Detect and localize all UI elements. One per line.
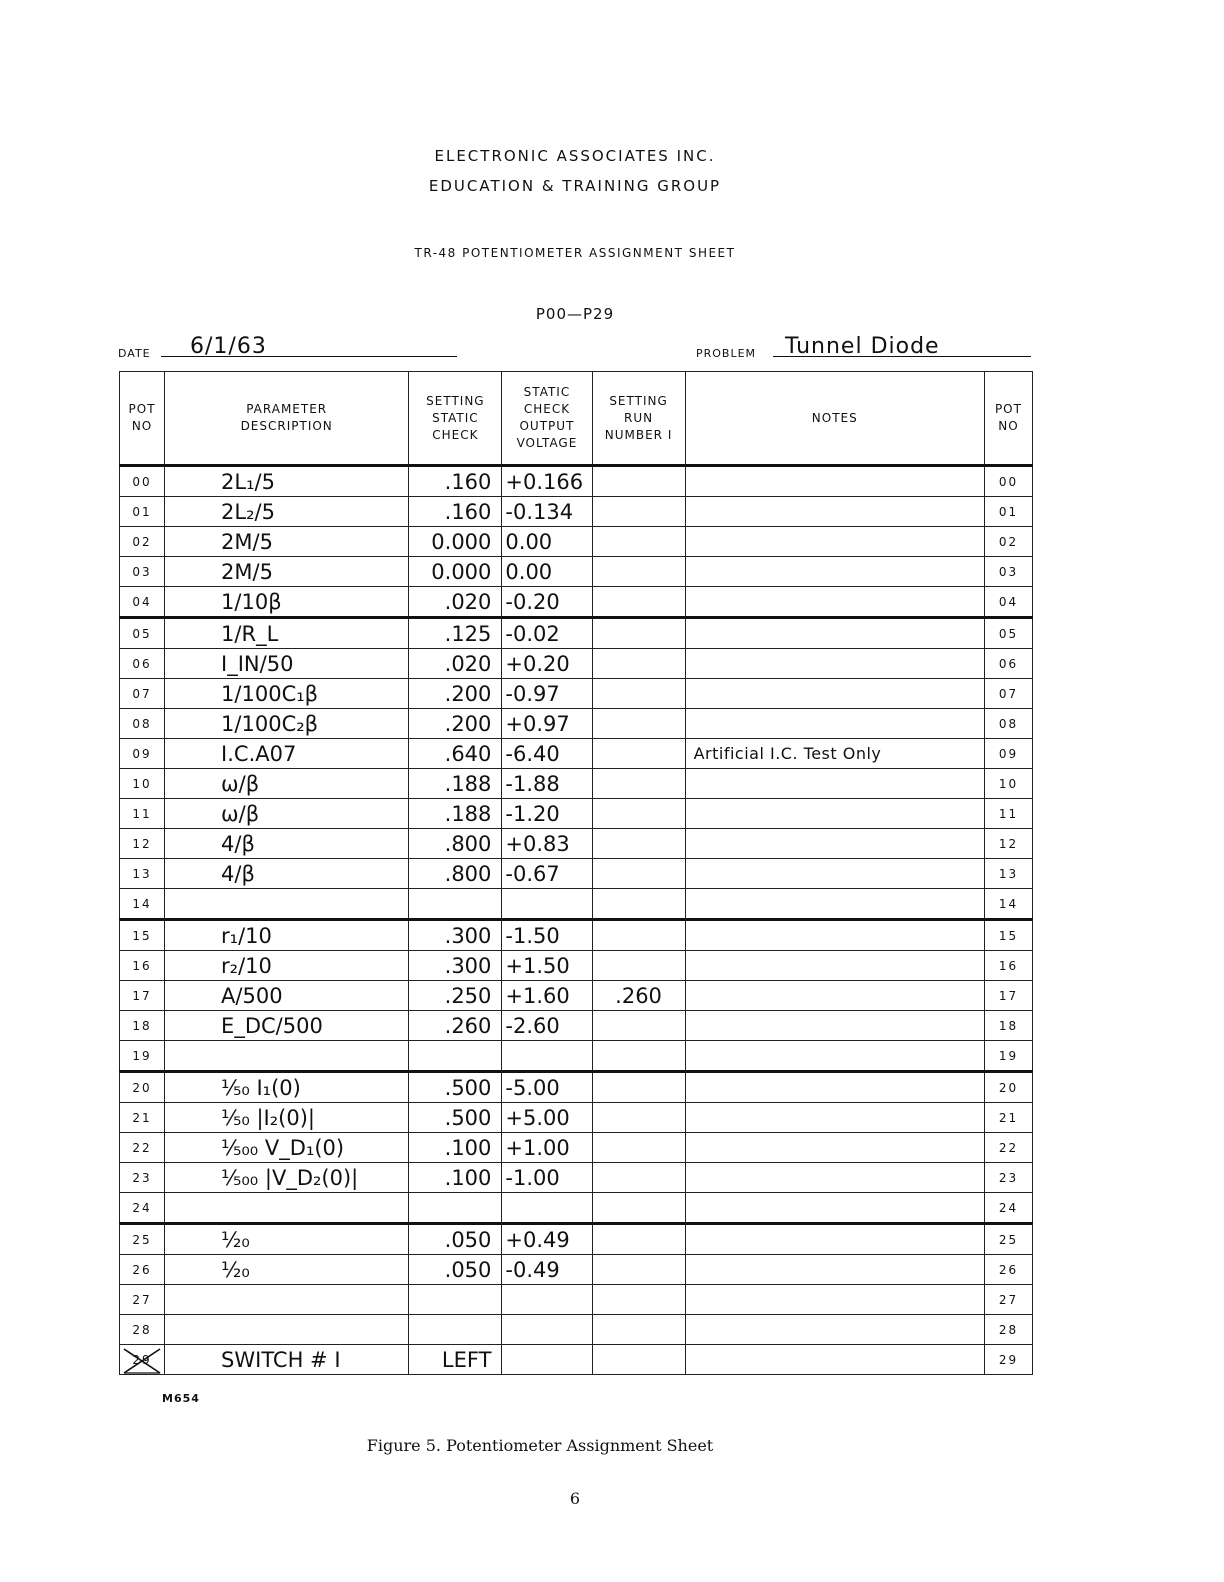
pot-no-right-cell: 20 (984, 1072, 1032, 1103)
pot-no-cell: 28 (120, 1315, 165, 1345)
table-row (120, 799, 1033, 829)
notes-cell (685, 1193, 984, 1224)
static-voltage-cell: +0.166 (502, 466, 592, 497)
static-voltage-cell: +1.50 (502, 951, 592, 981)
problem-value: Tunnel Diode (785, 334, 940, 359)
setting-static-cell (409, 1285, 502, 1315)
pot-no-right-cell: 04 (984, 587, 1032, 618)
notes-cell (685, 1224, 984, 1255)
setting-run-cell (592, 527, 685, 557)
parameter-cell: ¹⁄₂₀ (165, 1255, 409, 1285)
static-voltage-cell: -1.88 (502, 769, 592, 799)
pot-no-right-cell: 29 (984, 1345, 1032, 1375)
setting-static-cell: .260 (409, 1011, 502, 1041)
pot-no-cell: 11 (120, 799, 165, 829)
parameter-cell: r₁/10 (165, 920, 409, 951)
setting-run-cell (592, 587, 685, 618)
setting-static-cell: .250 (409, 981, 502, 1011)
setting-run-cell (592, 739, 685, 769)
static-voltage-cell (502, 889, 592, 920)
parameter-cell: 4/β (165, 859, 409, 889)
notes-cell (685, 618, 984, 649)
col-header-notes: NOTES (685, 372, 984, 466)
table-row (120, 920, 1033, 951)
table-row (120, 889, 1033, 920)
notes-cell (685, 587, 984, 618)
setting-run-cell (592, 920, 685, 951)
pot-no-cell: 03 (120, 557, 165, 587)
pot-no-right-cell: 01 (984, 497, 1032, 527)
parameter-cell: 2M/5 (165, 557, 409, 587)
table-row (120, 951, 1033, 981)
table-row (120, 557, 1033, 587)
parameter-cell: 1/10β (165, 587, 409, 618)
parameter-cell: 1/100C₂β (165, 709, 409, 739)
setting-static-cell: .200 (409, 709, 502, 739)
pot-no-right-cell: 05 (984, 618, 1032, 649)
setting-static-cell: .160 (409, 497, 502, 527)
table-row (120, 497, 1033, 527)
setting-run-cell (592, 679, 685, 709)
parameter-cell: ω/β (165, 769, 409, 799)
setting-static-cell: .300 (409, 951, 502, 981)
pot-no-right-cell: 21 (984, 1103, 1032, 1133)
table-row (120, 1315, 1033, 1345)
notes-cell (685, 799, 984, 829)
static-voltage-cell (502, 1041, 592, 1072)
static-voltage-cell: -0.49 (502, 1255, 592, 1285)
parameter-cell (165, 889, 409, 920)
setting-static-cell: .188 (409, 799, 502, 829)
setting-run-cell (592, 951, 685, 981)
figure-caption: Figure 5. Potentiometer Assignment Sheet (366, 1436, 714, 1455)
pot-no-cell: 12 (120, 829, 165, 859)
parameter-cell: SWITCH # I (165, 1345, 409, 1375)
notes-cell (685, 497, 984, 527)
static-voltage-cell: -5.00 (502, 1072, 592, 1103)
static-voltage-cell: +0.49 (502, 1224, 592, 1255)
parameter-cell: ¹⁄₂₀ (165, 1224, 409, 1255)
setting-static-cell: .050 (409, 1224, 502, 1255)
pot-no-cell: 20 (120, 1072, 165, 1103)
static-voltage-cell (502, 1345, 592, 1375)
pot-no-right-cell: 23 (984, 1163, 1032, 1193)
notes-cell (685, 1133, 984, 1163)
pot-no-right-cell: 06 (984, 649, 1032, 679)
pot-no-cell: 09 (120, 739, 165, 769)
form-code: M654 (162, 1392, 200, 1405)
setting-run-cell: .260 (592, 981, 685, 1011)
table-row (120, 769, 1033, 799)
pot-no-cell: 27 (120, 1285, 165, 1315)
problem-label: PROBLEM (696, 347, 757, 360)
pot-no-cell: 05 (120, 618, 165, 649)
pot-no-cell: 19 (120, 1041, 165, 1072)
table-row (120, 649, 1033, 679)
table-row (120, 1285, 1033, 1315)
setting-static-cell: .500 (409, 1103, 502, 1133)
parameter-cell: 4/β (165, 829, 409, 859)
notes-cell (685, 920, 984, 951)
parameter-cell: 1/R_L (165, 618, 409, 649)
static-voltage-cell: -0.20 (502, 587, 592, 618)
setting-static-cell: .500 (409, 1072, 502, 1103)
pot-no-right-cell: 22 (984, 1133, 1032, 1163)
table-row (120, 829, 1033, 859)
parameter-cell: ¹⁄₅₀ I₁(0) (165, 1072, 409, 1103)
parameter-cell (165, 1285, 409, 1315)
setting-static-cell: .020 (409, 587, 502, 618)
setting-static-cell (409, 1193, 502, 1224)
static-voltage-cell: 0.00 (502, 527, 592, 557)
setting-static-cell: 0.000 (409, 557, 502, 587)
notes-cell (685, 649, 984, 679)
notes-cell (685, 679, 984, 709)
notes-cell (685, 1345, 984, 1375)
setting-run-cell (592, 1163, 685, 1193)
static-voltage-cell (502, 1315, 592, 1345)
sheet-title: TR-48 POTENTIOMETER ASSIGNMENT SHEET (414, 246, 736, 260)
pot-no-cell: 16 (120, 951, 165, 981)
setting-run-cell (592, 889, 685, 920)
setting-static-cell: .160 (409, 466, 502, 497)
parameter-cell: ω/β (165, 799, 409, 829)
notes-cell (685, 1041, 984, 1072)
setting-static-cell (409, 889, 502, 920)
pot-no-right-cell: 19 (984, 1041, 1032, 1072)
setting-static-cell: .020 (409, 649, 502, 679)
pot-no-cell: 14 (120, 889, 165, 920)
table-row (120, 527, 1033, 557)
pot-no-cell: 00 (120, 466, 165, 497)
notes-cell (685, 1315, 984, 1345)
setting-run-cell (592, 769, 685, 799)
table-row (120, 739, 1033, 769)
notes-cell (685, 466, 984, 497)
setting-static-cell: .188 (409, 769, 502, 799)
pot-no-right-cell: 17 (984, 981, 1032, 1011)
setting-static-cell: .800 (409, 859, 502, 889)
table-row (120, 981, 1033, 1011)
static-voltage-cell: -1.00 (502, 1163, 592, 1193)
col-header-static-voltage: STATIC CHECK OUTPUT VOLTAGE (502, 372, 592, 466)
col-header-setting-static: SETTING STATIC CHECK (409, 372, 502, 466)
notes-cell (685, 709, 984, 739)
pot-no-right-cell: 15 (984, 920, 1032, 951)
parameter-cell (165, 1193, 409, 1224)
static-voltage-cell: -0.134 (502, 497, 592, 527)
table-row (120, 1072, 1033, 1103)
pot-no-right-cell: 28 (984, 1315, 1032, 1345)
pot-no-text: 29 (132, 1352, 152, 1367)
static-voltage-cell: -0.02 (502, 618, 592, 649)
setting-run-cell (592, 649, 685, 679)
notes-cell: Artificial I.C. Test Only (685, 739, 984, 769)
setting-static-cell: .200 (409, 679, 502, 709)
setting-run-cell (592, 618, 685, 649)
pot-no-cell: 08 (120, 709, 165, 739)
static-voltage-cell (502, 1193, 592, 1224)
static-voltage-cell: 0.00 (502, 557, 592, 587)
parameter-cell: 1/100C₁β (165, 679, 409, 709)
setting-run-cell (592, 557, 685, 587)
date-label: DATE (118, 347, 151, 360)
pot-range: P00—P29 (535, 305, 615, 323)
table-row (120, 709, 1033, 739)
notes-cell (685, 1285, 984, 1315)
parameter-cell (165, 1315, 409, 1345)
pot-no-right-cell: 27 (984, 1285, 1032, 1315)
notes-cell (685, 981, 984, 1011)
parameter-cell: I.C.A07 (165, 739, 409, 769)
pot-no-right-cell: 16 (984, 951, 1032, 981)
setting-static-cell (409, 1315, 502, 1345)
notes-cell (685, 1072, 984, 1103)
static-voltage-cell: +1.00 (502, 1133, 592, 1163)
setting-run-cell (592, 466, 685, 497)
parameter-cell: ¹⁄₅₀ |I₂(0)| (165, 1103, 409, 1133)
setting-run-cell (592, 1224, 685, 1255)
setting-run-cell (592, 497, 685, 527)
notes-cell (685, 951, 984, 981)
potentiometer-table (119, 371, 1033, 1375)
pot-no-cell: 01 (120, 497, 165, 527)
notes-cell (685, 1103, 984, 1133)
pot-no-cell: 22 (120, 1133, 165, 1163)
pot-no-right-cell: 10 (984, 769, 1032, 799)
notes-cell (685, 1255, 984, 1285)
date-value: 6/1/63 (190, 334, 267, 359)
pot-no-right-cell: 18 (984, 1011, 1032, 1041)
table-row (120, 1255, 1033, 1285)
static-voltage-cell: -0.97 (502, 679, 592, 709)
pot-no-right-cell: 12 (984, 829, 1032, 859)
setting-static-cell: .100 (409, 1133, 502, 1163)
pot-no-cell (120, 1345, 165, 1375)
setting-run-cell (592, 1315, 685, 1345)
parameter-cell: E_DC/500 (165, 1011, 409, 1041)
table-row (120, 1345, 1033, 1375)
setting-static-cell (409, 1041, 502, 1072)
static-voltage-cell: +0.83 (502, 829, 592, 859)
setting-static-cell: 0.000 (409, 527, 502, 557)
pot-no-right-cell: 09 (984, 739, 1032, 769)
pot-no-right-cell: 14 (984, 889, 1032, 920)
notes-cell (685, 889, 984, 920)
setting-static-cell: .300 (409, 920, 502, 951)
static-voltage-cell: +0.97 (502, 709, 592, 739)
pot-no-right-cell: 13 (984, 859, 1032, 889)
setting-run-cell (592, 709, 685, 739)
setting-run-cell (592, 1011, 685, 1041)
pot-no-right-cell: 24 (984, 1193, 1032, 1224)
notes-cell (685, 769, 984, 799)
notes-cell (685, 557, 984, 587)
static-voltage-cell: +0.20 (502, 649, 592, 679)
parameter-cell: 2M/5 (165, 527, 409, 557)
pot-no-cell: 15 (120, 920, 165, 951)
table-row (120, 1163, 1033, 1193)
setting-static-cell: .800 (409, 829, 502, 859)
static-voltage-cell (502, 1285, 592, 1315)
static-voltage-cell: -6.40 (502, 739, 592, 769)
setting-static-cell: .050 (409, 1255, 502, 1285)
setting-run-cell (592, 1103, 685, 1133)
setting-static-cell: LEFT (409, 1345, 502, 1375)
table-row (120, 1103, 1033, 1133)
col-header-pot-no: POT NO (120, 372, 165, 466)
pot-no-right-cell: 02 (984, 527, 1032, 557)
parameter-cell: r₂/10 (165, 951, 409, 981)
static-voltage-cell: +5.00 (502, 1103, 592, 1133)
parameter-cell: I_IN/50 (165, 649, 409, 679)
setting-run-cell (592, 799, 685, 829)
pot-no-cell: 24 (120, 1193, 165, 1224)
parameter-cell: 2L₁/5 (165, 466, 409, 497)
col-header-pot-no-right: POT NO (984, 372, 1032, 466)
parameter-cell: ¹⁄₅₀₀ V_D₁(0) (165, 1133, 409, 1163)
pot-no-cell: 18 (120, 1011, 165, 1041)
setting-run-cell (592, 1193, 685, 1224)
pot-no-right-cell: 26 (984, 1255, 1032, 1285)
group-name: EDUCATION & TRAINING GROUP (428, 177, 722, 195)
parameter-cell (165, 1041, 409, 1072)
pot-no-right-cell: 07 (984, 679, 1032, 709)
table-row (120, 1041, 1033, 1072)
pot-no-cell: 25 (120, 1224, 165, 1255)
notes-cell (685, 1163, 984, 1193)
pot-no-right-cell: 03 (984, 557, 1032, 587)
setting-run-cell (592, 859, 685, 889)
setting-run-cell (592, 829, 685, 859)
setting-run-cell (592, 1072, 685, 1103)
notes-cell (685, 829, 984, 859)
page-number: 6 (569, 1489, 581, 1508)
static-voltage-cell: -0.67 (502, 859, 592, 889)
pot-no-cell: 17 (120, 981, 165, 1011)
pot-no-right-cell: 25 (984, 1224, 1032, 1255)
pot-no-cell: 23 (120, 1163, 165, 1193)
notes-cell (685, 527, 984, 557)
pot-no-cell: 07 (120, 679, 165, 709)
pot-no-right-cell: 08 (984, 709, 1032, 739)
setting-static-cell: .100 (409, 1163, 502, 1193)
static-voltage-cell: +1.60 (502, 981, 592, 1011)
col-header-parameter: PARAMETER DESCRIPTION (165, 372, 409, 466)
table-row (120, 587, 1033, 618)
table-row (120, 1133, 1033, 1163)
static-voltage-cell: -1.50 (502, 920, 592, 951)
setting-run-cell (592, 1041, 685, 1072)
table-header-row (120, 372, 1033, 466)
table-row (120, 1193, 1033, 1224)
pot-no-cell: 26 (120, 1255, 165, 1285)
setting-run-cell (592, 1255, 685, 1285)
pot-no-right-cell: 00 (984, 466, 1032, 497)
pot-no-right-cell: 11 (984, 799, 1032, 829)
pot-no-cell: 13 (120, 859, 165, 889)
company-name: ELECTRONIC ASSOCIATES INC. (434, 147, 716, 165)
pot-no-cell: 06 (120, 649, 165, 679)
table-row (120, 1224, 1033, 1255)
notes-cell (685, 1011, 984, 1041)
table-row (120, 679, 1033, 709)
setting-run-cell (592, 1133, 685, 1163)
pot-no-cell: 04 (120, 587, 165, 618)
setting-static-cell: .640 (409, 739, 502, 769)
col-header-setting-run: SETTING RUN NUMBER I (592, 372, 685, 466)
table-row (120, 859, 1033, 889)
parameter-cell: 2L₂/5 (165, 497, 409, 527)
static-voltage-cell: -1.20 (502, 799, 592, 829)
setting-run-cell (592, 1285, 685, 1315)
static-voltage-cell: -2.60 (502, 1011, 592, 1041)
pot-no-cell: 02 (120, 527, 165, 557)
pot-no-cell: 21 (120, 1103, 165, 1133)
notes-cell (685, 859, 984, 889)
setting-static-cell: .125 (409, 618, 502, 649)
table-row (120, 1011, 1033, 1041)
pot-no-cell: 10 (120, 769, 165, 799)
parameter-cell: ¹⁄₅₀₀ |V_D₂(0)| (165, 1163, 409, 1193)
table-row (120, 618, 1033, 649)
table-row (120, 466, 1033, 497)
setting-run-cell (592, 1345, 685, 1375)
parameter-cell: A/500 (165, 981, 409, 1011)
